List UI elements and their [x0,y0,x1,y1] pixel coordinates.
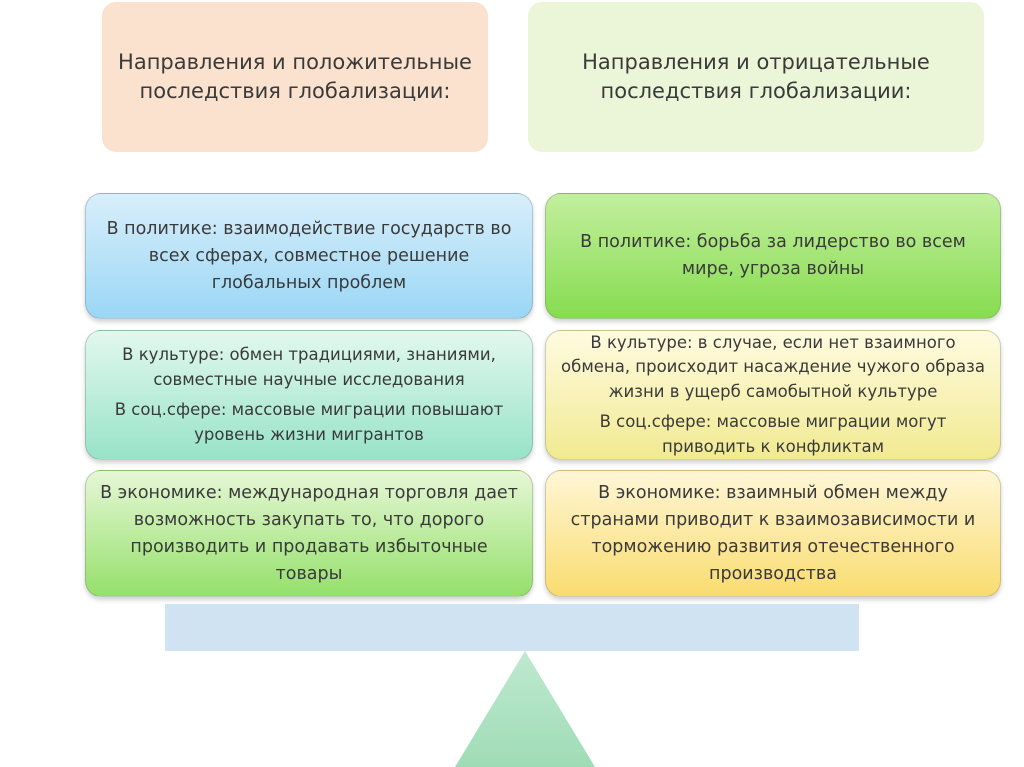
header-positive [102,2,488,152]
positive-culture-social-card [85,330,533,460]
header-negative [528,2,984,152]
negative-politics-card [545,193,1001,319]
positive-economy-card [85,470,533,597]
header-positive-text: Направления и положительные последствия глобализации: [118,50,472,103]
scale-beam [165,604,859,651]
positive-economy-text: В экономике: международная торговля дает возможность закупать то, что дорого производить и продавать избыточные товары [100,482,518,584]
negative-culture-social-card [545,330,1001,460]
positive-politics-text: В политике: взаимодействие государств во всех сферах, совместное решение глобальных проблем [106,218,512,293]
scale-fulcrum [455,651,595,767]
negative-politics-text: В политике: борьба за лидерство во всем мире, угроза войны [580,232,966,279]
positive-social-text: В соц.сфере: массовые миграции повышают уровень жизни мигрантов [114,400,504,444]
header-negative-text: Направления и отрицательные последствия глобализации: [582,50,930,103]
positive-culture-text: В культуре: обмен традициями, знаниями, совместные научные исследования [122,345,496,389]
positive-politics-card [85,193,533,319]
negative-economy-text: В экономике: взаимный обмен между странами приводит к взаимозависимости и торможению развития отечественного производства [570,482,976,584]
negative-social-text: В соц.сфере: массовые миграции могут приводить к конфликтам [599,412,947,456]
negative-culture-text: В культуре: в случае, если нет взаимного обмена, происходит насаждение чужого образа жизни в ущерб самобытной культуре [561,332,985,401]
negative-economy-card [545,470,1001,597]
